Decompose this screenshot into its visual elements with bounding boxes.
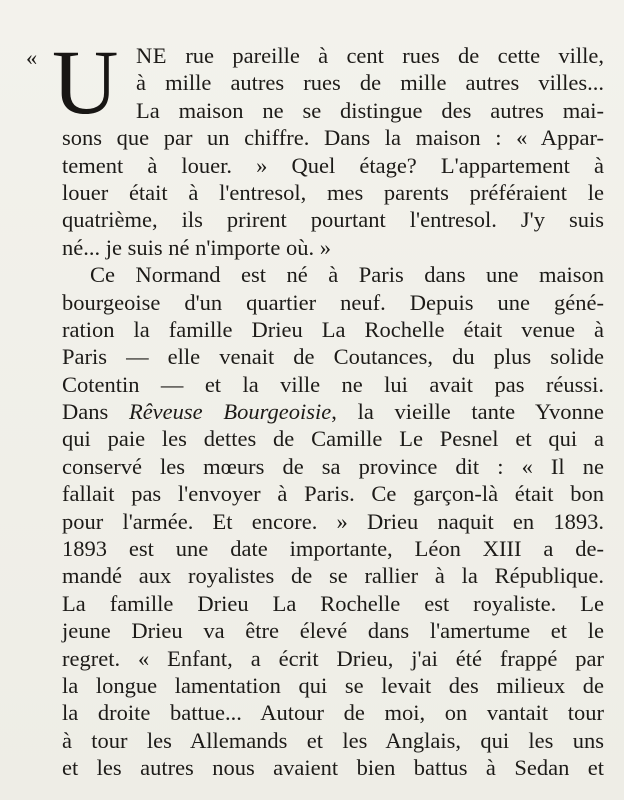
text-line: La famille Drieu La Rochelle est royaliste. Le [62,590,604,616]
text-line: et les autres nous avaient bien battus à Sedan et [62,755,604,781]
text-line: Cotentin — et la ville ne lui avait pas réussi. [62,371,604,397]
text-line: tement à louer. » Quel étage? L'appartement à [62,152,604,178]
text-line: bourgeoise d'un quartier neuf. Depuis une géné- [62,289,604,315]
text-line: pour l'armée. Et encore. » Drieu naquit en 1893. [62,508,604,534]
line-text: Dans [62,399,129,425]
text-line: sons que par un chiffre. Dans la maison : « Appar- [62,125,604,151]
text-line: La maison ne se distingue des autres mai- [136,97,604,123]
text-line: à tour les Allemands et les Anglais, qui les uns [62,727,604,753]
text-line: louer était à l'entresol, mes parents préféraient le [62,179,604,205]
text-line: regret. « Enfant, a écrit Drieu, j'ai été frappé par [62,645,604,671]
text-line [136,42,604,69]
line-text: rue pareille à cent rues de cette ville, [167,43,604,68]
text-line: né... je suis né n'importe où. » [62,234,332,260]
text-line: 1893 est une date importante, Léon XIII a de- [62,536,604,562]
body-text [62,42,604,782]
text-line: qui paie les dettes de Camille Le Pesnel et qui a [62,426,604,452]
line-text: , la vieille tante Yvonne [331,399,605,425]
small-caps-word: NE [136,43,167,68]
text-line: quatrième, ils prirent pourtant l'entresol. J'y suis [62,207,604,233]
text-line: mandé aux royalistes de se rallier à la République. [62,563,604,589]
text-line: fallait pas l'envoyer à Paris. Ce garçon-là était bon [62,481,604,507]
text-line: ration la famille Drieu La Rochelle était venue à [62,316,604,342]
book-title-italic: Rêveuse Bourgeoisie [128,399,332,425]
text-line [62,398,604,425]
drop-cap-letter: U [52,31,119,133]
text-line: conservé les mœurs de sa province dit : « Il ne [62,453,604,479]
text-line: jeune Drieu va être élevé dans l'amertume et le [62,618,604,644]
text-line: Ce Normand est né à Paris dans une maison [90,262,604,288]
text-line: Paris — elle venait de Coutances, du plus solide [62,344,604,370]
text-line: la droite battue... Autour de moi, on vantait tour [62,700,604,726]
text-line: la longue lamentation qui se levait des milieux de [62,672,604,698]
text-line: à mille autres rues de mille autres villes... [136,70,604,96]
opening-quote-mark: « [26,45,38,70]
